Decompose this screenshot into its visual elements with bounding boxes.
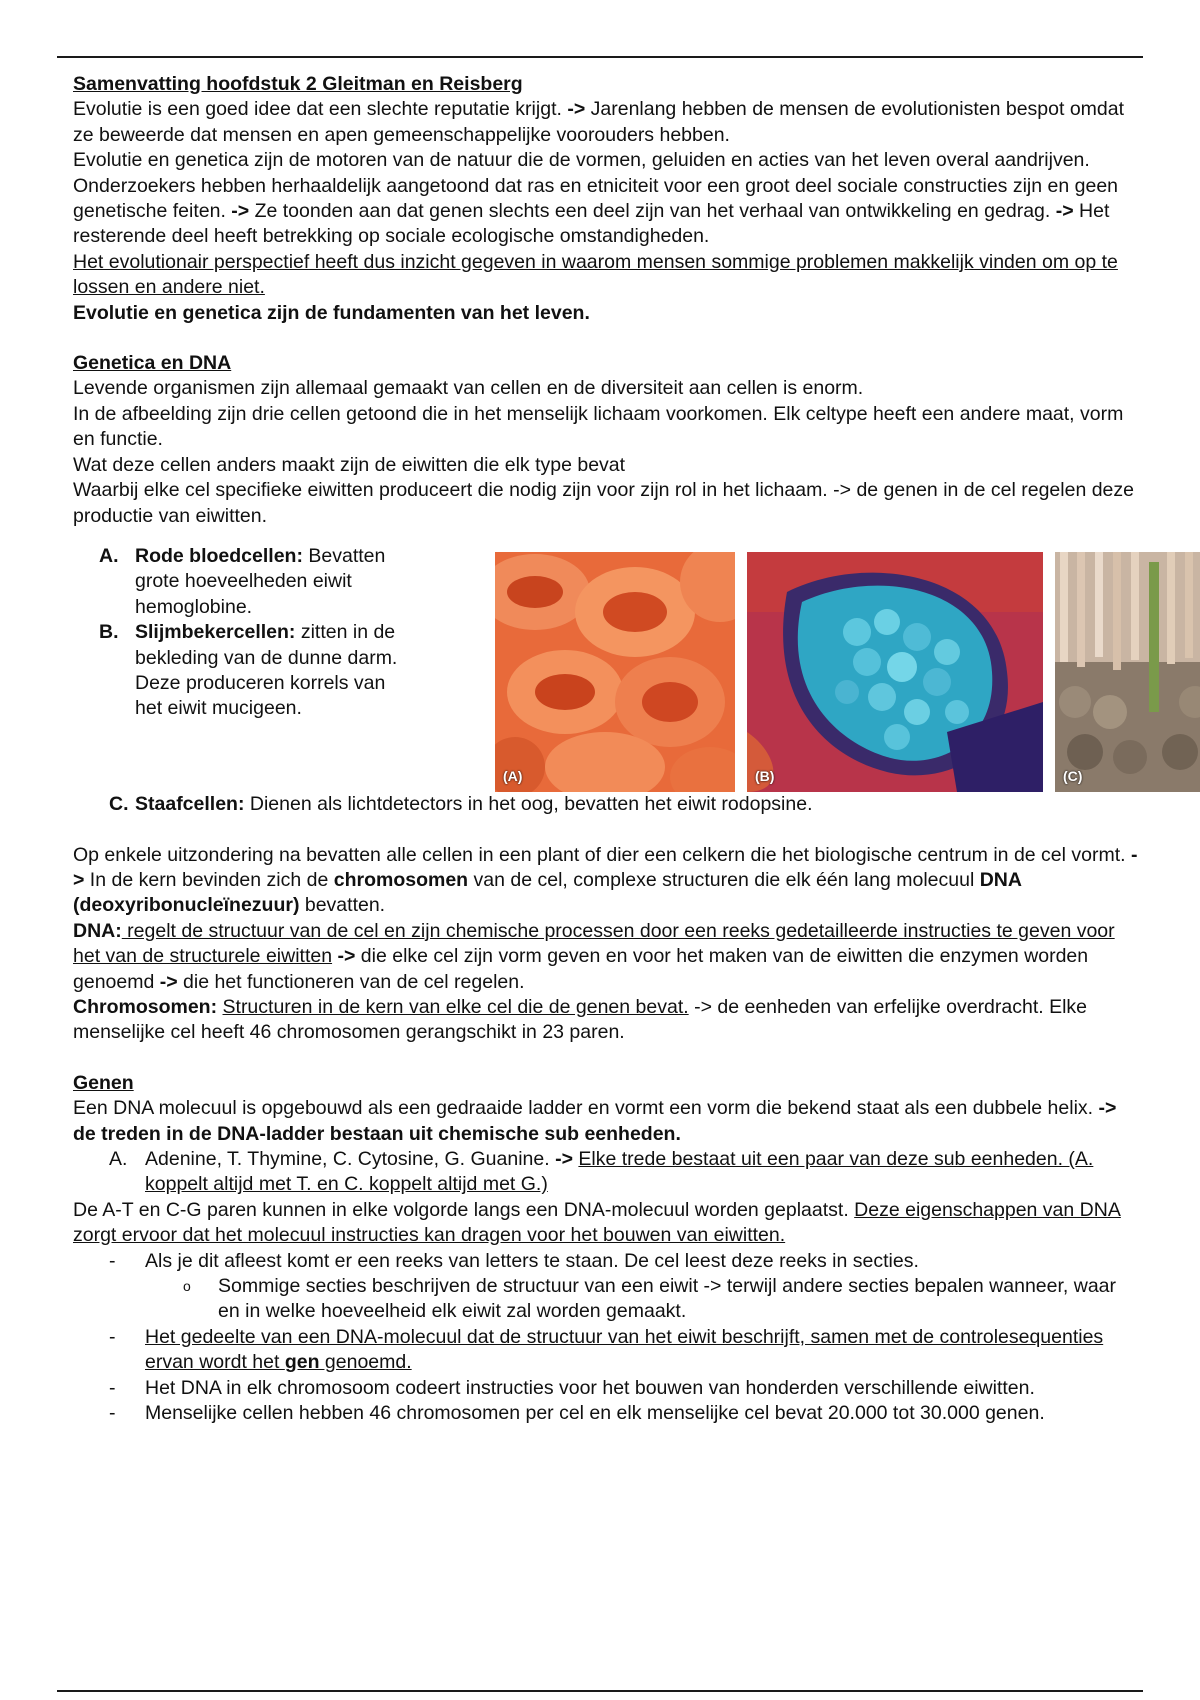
red-blood-cells-image (495, 552, 735, 792)
cell-types-text (73, 478, 1134, 722)
text: Het DNA in elk chromosoom codeert instructies voor het bouwen van honderden verschillende eiwitten. (145, 1376, 1035, 1399)
text: -> de eenheden van erfelijke overdracht. Elke menselijke cel heeft 46 chromosomen gerangschikt in 23 paren. (73, 995, 1088, 1044)
text: Elke trede bestaat uit een paar van deze sub eenheden. (A. koppelt altijd met T. en C. koppelt altijd met G.) (145, 1147, 1094, 1196)
bottom-rule (57, 1690, 1143, 1692)
term-dna-label: DNA: (73, 919, 122, 942)
heading-genetics-dna: Genetica en DNA (73, 352, 232, 375)
text: De A-T en C-G paren kunnen in elke volgorde langs een DNA-molecuul worden geplaatst. (73, 1198, 855, 1221)
text: Onderzoekers hebben herhaaldelijk aangetoond dat ras en etniciteit voor een groot deel sociale constructies zijn en geen genetische feiten. (73, 174, 1119, 223)
goblet-cells-image (747, 552, 1043, 792)
paragraph-double-helix (73, 1096, 1143, 1147)
arrow: -> (567, 98, 586, 121)
bullet-item (73, 1325, 1143, 1376)
list-item (99, 544, 403, 620)
arrow: -> (555, 1147, 573, 1170)
cell-types-list (73, 544, 403, 722)
arrow: -> (159, 970, 178, 993)
figure-red-blood-cells (495, 552, 735, 792)
paragraph-dna-definition (73, 919, 1143, 995)
text: Op enkele uitzondering na bevatten alle cellen in een plant of dier een celkern die het biologische centrum in de cel vormt. (73, 843, 1131, 866)
term: Staafcellen: (135, 793, 245, 816)
spacer (73, 1046, 1143, 1071)
paragraph-figure-intro: In de afbeelding zijn drie cellen getoond die in het menselijk lichaam voorkomen. Elk celtype heeft een andere maat, vorm en functie. (73, 402, 1124, 451)
spacer (73, 818, 1143, 843)
term-gen: gen (284, 1351, 320, 1374)
bullet-dash: - (109, 1249, 116, 1272)
arrow: -> (73, 843, 1138, 891)
list-marker: C. (109, 793, 129, 816)
text: Het gedeelte van een DNA-molecuul dat de structuur van het eiwit beschrijft, samen met de controlesequenties ervan wordt het (145, 1325, 1104, 1374)
term-chromosomes-label: Chromosomen: (73, 995, 218, 1018)
list-marker: B. (99, 621, 119, 644)
bullet-circle: o (183, 1278, 191, 1294)
list-item (73, 792, 1143, 817)
text: Het resterende deel heeft betrekking op sociale ecologische omstandigheden. (73, 200, 1110, 248)
text: Een DNA molecuul is opgebouwd als een gedraaide ladder en vormt een vorm die bekend staat als een dubbele helix. (73, 1097, 1099, 1120)
text-bold: -> de treden in de DNA-ladder bestaan uit chemische sub eenheden. (73, 1097, 1117, 1145)
text: Sommige secties beschrijven de structuur van een eiwit -> terwijl andere secties bepalen wanneer, waar en in welke hoeveelheid elk eiwit zal worden gemaakt. (218, 1275, 1116, 1323)
paragraph-base-pairs (73, 1198, 1143, 1249)
figure-rod-cells (1055, 552, 1200, 792)
cell-types-block (73, 478, 1143, 792)
sub-bullet-item (73, 1274, 1143, 1325)
cell-figure (495, 552, 1200, 792)
text: Evolutie is een goed idee dat een slechte reputatie krijgt. (73, 98, 568, 121)
text: die het functioneren van de cel regelen. (177, 970, 525, 993)
text: genoemd. (319, 1351, 412, 1374)
bullet-dash: - (109, 1402, 116, 1425)
text: Bevatten grote hoeveelheden eiwit hemoglobine. (135, 544, 386, 618)
list-item-bases (73, 1147, 1143, 1198)
list-marker: A. (109, 1147, 128, 1170)
text: van de cel, complexe structuren die elk één lang molecuul (468, 868, 980, 891)
text: Jarenlang hebben de mensen de evolutionisten bespot omdat ze beweerde dat mensen en apen gemeenschappelijke voorouders hebben. (73, 98, 1125, 146)
text: Structuren in de kern van elke cel die de genen bevat. (222, 995, 689, 1018)
paragraph-gene-regulation: Waarbij elke cel specifieke eiwitten produceert die nodig zijn voor zijn rol in het lichaam. -> de genen in de cel regelen deze productie van eiwitten. (73, 479, 1134, 527)
figure-label-b: (B) (755, 768, 775, 785)
arrow: -> (231, 200, 250, 223)
paragraph-evolution-genetics: Evolutie en genetica zijn de motoren van de natuur die de vormen, geluiden en acties van het leven overal aandrijven. (73, 149, 1090, 172)
bullet-item (73, 1376, 1143, 1401)
text: Ze toonden aan dat genen slechts een deel zijn van het verhaal van ontwikkeling en gedrag. (249, 200, 1056, 223)
document-title: Samenvatting hoofdstuk 2 Gleitman en Reisberg (73, 73, 523, 95)
text: Menselijke cellen hebben 46 chromosomen per cel en elk menselijke cel bevat 20.000 tot 30.000 genen. (145, 1402, 1045, 1425)
text: Dienen als lichtdetectors in het oog, bevatten het eiwit rodopsine. (244, 793, 813, 816)
top-rule (57, 56, 1143, 58)
figure-label-c: (C) (1063, 768, 1083, 785)
text: Deze eigenschappen van DNA zorgt ervoor dat het molecuul instructies kan dragen voor het bouwen van eiwitten. (73, 1198, 1121, 1247)
paragraph-chromosomes-definition (73, 995, 1143, 1046)
paragraph-organisms: Levende organismen zijn allemaal gemaakt van cellen en de diversiteit aan cellen is enorm. (73, 377, 864, 400)
document-page (73, 72, 1143, 1426)
paragraph-researchers (73, 174, 1143, 250)
arrow: -> (1055, 200, 1074, 223)
list-item (99, 620, 403, 722)
text: zitten in de bekleding van de dunne darm. Deze produceren korrels van het eiwit mucigeen. (135, 621, 398, 720)
term: Slijmbekercellen: (135, 621, 296, 644)
rod-cells-image (1055, 552, 1200, 792)
bullet-dash: - (109, 1376, 116, 1399)
list-marker: A. (99, 544, 119, 567)
paragraph-evolution-intro (73, 97, 1143, 148)
paragraph-nucleus (73, 843, 1143, 919)
bullet-dash: - (109, 1325, 116, 1348)
bullet-item (73, 1249, 1143, 1274)
text: bevatten. (299, 894, 386, 917)
paragraph-proteins: Wat deze cellen anders maakt zijn de eiwitten die elk type bevat (73, 453, 626, 476)
arrow: -> (332, 945, 356, 968)
text: regelt de structuur van de cel en zijn chemische processen door een reeks gedetailleerde instructies te geven voor het van de structurele eiwitten (73, 919, 1115, 968)
term-chromosomes: chromosomen (333, 868, 469, 891)
text: Adenine, T. Thymine, C. Cytosine, G. Guanine. (145, 1147, 556, 1170)
text: die elke cel zijn vorm geven en voor het maken van de eiwitten die enzymen worden genoemd (73, 945, 1089, 993)
paragraph-fundamentals: Evolutie en genetica zijn de fundamenten van het leven. (73, 301, 590, 324)
term: Rode bloedcellen: (135, 544, 303, 567)
term-dna: DNA (deoxyribonucleïnezuur) (73, 868, 1022, 917)
heading-genes: Genen (73, 1071, 134, 1094)
figure-label-a: (A) (503, 768, 523, 785)
text: Als je dit afleest komt er een reeks van letters te staan. De cel leest deze reeks in secties. (145, 1249, 919, 1272)
text: In de kern bevinden zich de (84, 868, 334, 891)
paragraph-evolutionary-perspective: Het evolutionair perspectief heeft dus inzicht gegeven in waarom mensen sommige problemen makkelijk vinden om op te lossen en andere niet. (73, 250, 1118, 299)
spacer (73, 326, 1143, 351)
bullet-item (73, 1401, 1143, 1426)
figure-goblet-cells (747, 552, 1043, 792)
